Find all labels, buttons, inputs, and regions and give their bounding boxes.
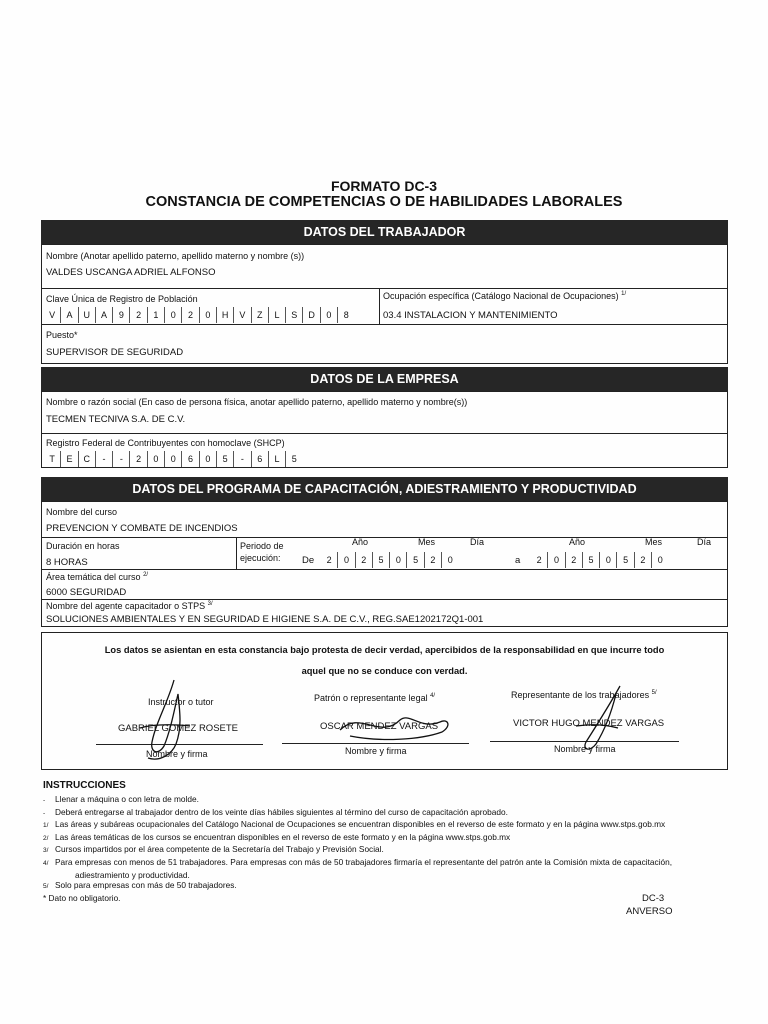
signature-instructor-scribble [130, 672, 210, 767]
signature-patron-scribble [330, 700, 460, 750]
instruccion-text: adiestramiento y productividad. [75, 869, 190, 880]
curp-char: 2 [129, 307, 146, 323]
curso-value: PREVENCION Y COMBATE DE INCENDIOS [46, 523, 238, 534]
firma-patron-name: OSCAR MENDEZ VARGAS [320, 721, 439, 732]
instruccion-item [43, 870, 672, 881]
curp-char: V [49, 310, 56, 320]
instruccion-mark: - [43, 809, 46, 817]
instruccion-text: Para empresas con menos de 51 trabajadores. Para empresas con más de 50 trabajadores firmaría el representante del patrón ante la Comisión mixta de capacitación, [55, 856, 673, 867]
instruccion-item [43, 880, 672, 893]
rfc-char: L [268, 451, 285, 467]
form-main-title: CONSTANCIA DE COMPETENCIAS O DE HABILIDADES LABORALES [145, 194, 623, 210]
curso-label: Nombre del curso [46, 507, 118, 517]
curp-char: A [60, 307, 77, 323]
rfc-char: 0 [147, 451, 164, 467]
agente-label: Nombre del agente capacitador o STPS $^{3/}$ [46, 601, 213, 611]
mes-label-fin: Mes [645, 537, 663, 547]
dia-label-fin: Día [697, 537, 712, 547]
rfc-char: T [49, 454, 55, 464]
fecha-inicio-digit: 2 [326, 555, 332, 565]
rfc-char: C [78, 451, 95, 467]
fecha-inicio-digit: 0 [337, 552, 354, 568]
curp-char: S [285, 307, 302, 323]
curp-char: U [78, 307, 95, 323]
rfc-char: E [60, 451, 77, 467]
fecha-inicio-cells [321, 552, 458, 568]
signature-trabajadores-scribble [560, 680, 640, 760]
divider [379, 288, 380, 324]
razon-social-value: TECMEN TECNIVA S.A. DE C.V. [46, 414, 186, 425]
instruccion-text: Las áreas temáticas de los cursos se encuentran disponibles en el reverso de este formato y en la página www.stps.gob.mx [55, 831, 511, 842]
instruccion-mark: - [43, 797, 46, 804]
instruccion-mark: 5/ [43, 883, 49, 891]
rfc-char: 6 [251, 451, 268, 467]
curp-char: 1 [147, 307, 164, 323]
firma-instructor-caption: Nombre y firma [146, 749, 208, 759]
protesta-line-1: Los datos se asientan en esta constancia bajo protesta de decir verdad, apercibidos de la responsabilidad en que incurre todo [104, 645, 665, 655]
instruccion-text: Llenar a máquina o con letra de molde. [55, 794, 199, 804]
rfc-char: 2 [129, 451, 146, 467]
fecha-fin-digit: 5 [582, 552, 599, 568]
fecha-inicio-digit: 2 [355, 552, 372, 568]
rfc-label: Registro Federal de Contribuyentes con homoclave (SHCP) [46, 438, 285, 448]
curp-char: L [268, 307, 285, 323]
curp-label: Clave Única de Registro de Población [46, 294, 198, 304]
instruccion-mark: 4/ [43, 859, 49, 867]
area-tematica-value: 6000 SEGURIDAD [46, 587, 127, 598]
curp-char: 0 [199, 307, 216, 323]
instruccion-text: Las áreas y subáreas ocupacionales del Catálogo Nacional de Ocupaciones se encuentran disponibles en el reverso de este formato y en la página www.stps.gob.mx [55, 819, 666, 830]
fecha-inicio-digit: 0 [441, 552, 458, 568]
fecha-inicio-digit: 5 [406, 552, 423, 568]
instrucciones-list [43, 794, 672, 903]
fecha-fin-digit: 0 [599, 552, 616, 568]
footer-side: ANVERSO [626, 906, 673, 917]
fecha-fin-digit: 2 [536, 555, 542, 565]
protesta-line-2: aquel que no se conduce con verdad. [301, 666, 468, 676]
divider [41, 324, 728, 325]
section-trabajador [41, 244, 728, 364]
fecha-fin-cells [531, 552, 668, 568]
anio-label-fin: Año [569, 537, 586, 547]
footer-code: DC-3 [642, 893, 665, 904]
form-code-title: FORMATO DC-3 [330, 178, 438, 194]
mes-label: Mes [418, 537, 436, 547]
firma-trabajadores-role: Representante de los trabajadores $^{5/}$ [511, 690, 657, 700]
firma-patron-role: Patrón o representante legal $^{4/}$ [314, 693, 436, 703]
agente-value: SOLUCIONES AMBIENTALES Y EN SEGURIDAD E HIGIENE S.A. DE C.V., REG.SAE1202172Q1-001 [46, 614, 484, 625]
periodo-label-2: ejecución: [240, 553, 281, 563]
instruccion-text: Solo para empresas con más de 50 trabajadores. [55, 880, 237, 891]
fecha-fin-digit: 2 [565, 552, 582, 568]
curp-char: A [95, 307, 112, 323]
instruccion-text: * Dato no obligatorio. [43, 892, 121, 903]
curp-char: 8 [337, 307, 354, 323]
section-band-empresa: DATOS DE LA EMPRESA [41, 367, 728, 391]
rfc-char: 0 [164, 451, 181, 467]
nombre-trabajador-value: VALDES USCANGA ADRIEL ALFONSO [46, 267, 216, 278]
instruccion-item [43, 857, 672, 870]
divider [41, 433, 728, 434]
duracion-value: 8 HORAS [46, 557, 88, 568]
instruccion-mark: 2/ [43, 834, 49, 842]
periodo-de: De [302, 555, 315, 566]
fecha-fin-digit: 5 [616, 552, 633, 568]
instruccion-item [43, 794, 672, 807]
area-tematica-label: Área temática del curso $^{2/}$ [46, 572, 149, 582]
instruccion-item [43, 807, 672, 820]
periodo-a: a [515, 555, 521, 566]
instruccion-mark: 1/ [43, 822, 49, 830]
curp-char: H [216, 307, 233, 323]
instrucciones-title: INSTRUCCIONES [43, 780, 126, 791]
ocupacion-value: 03.4 INSTALACION Y MANTENIMIENTO [383, 310, 558, 321]
instruccion-item [43, 844, 672, 857]
rfc-char: - [233, 451, 250, 467]
instruccion-item [43, 819, 672, 832]
rfc-char: - [95, 451, 112, 467]
curp-char: 0 [320, 307, 337, 323]
firma-trabajadores-caption: Nombre y firma [554, 744, 616, 754]
dia-label: Día [470, 537, 485, 547]
razon-social-label: Nombre o razón social (En caso de persona física, anotar apellido paterno, apellido materno y nombre(s)) [46, 397, 468, 407]
ocupacion-label: Ocupación específica (Catálogo Nacional de Ocupaciones) $^{1/}$ [383, 291, 627, 301]
instruccion-item [43, 832, 672, 845]
puesto-value: SUPERVISOR DE SEGURIDAD [46, 347, 184, 358]
anio-label: Año [352, 537, 369, 547]
curp-character-cells [44, 307, 354, 323]
fecha-inicio-digit: 0 [389, 552, 406, 568]
rfc-char: 6 [181, 451, 198, 467]
firma-patron-caption: Nombre y firma [345, 746, 407, 756]
curp-char: 9 [112, 307, 129, 323]
divider [41, 599, 728, 600]
puesto-label: Puesto* [46, 330, 78, 340]
instruccion-item [43, 893, 672, 904]
firma-instructor-name: GABRIEL GOMEZ ROSETE [118, 723, 239, 734]
rfc-char: - [112, 451, 129, 467]
fecha-fin-digit: 0 [547, 552, 564, 568]
periodo-label: Periodo de [240, 541, 284, 551]
rfc-char: 5 [285, 451, 302, 467]
curp-char: Z [251, 307, 268, 323]
firma-trabajadores-name: VICTOR HUGO MENDEZ VARGAS [513, 718, 665, 729]
instruccion-text: Cursos impartidos por el área competente de la Secretaría del Trabajo y Previsión Social. [55, 844, 384, 855]
fecha-inicio-digit: 5 [372, 552, 389, 568]
section-band-programa: DATOS DEL PROGRAMA DE CAPACITACIÓN, ADIESTRAMIENTO Y PRODUCTIVIDAD [41, 477, 728, 501]
curp-char: D [302, 307, 319, 323]
rfc-character-cells [44, 451, 302, 467]
nombre-trabajador-label: Nombre (Anotar apellido paterno, apellido materno y nombre (s)) [46, 251, 305, 261]
curp-char: 0 [164, 307, 181, 323]
curp-char: 2 [181, 307, 198, 323]
section-band-trabajador: DATOS DEL TRABAJADOR [41, 220, 728, 244]
duracion-label: Duración en horas [46, 541, 120, 551]
divider [236, 537, 237, 569]
rfc-char: 0 [199, 451, 216, 467]
firma-instructor-role: Instructor o tutor [148, 697, 214, 707]
instruccion-text: Deberá entregarse al trabajador dentro de los veinte días hábiles siguientes al término del curso de capacitación aprobado. [55, 806, 508, 817]
divider [41, 288, 728, 289]
curp-char: V [233, 307, 250, 323]
fecha-fin-digit: 2 [634, 552, 651, 568]
instruccion-mark: 3/ [43, 847, 49, 855]
divider [41, 569, 728, 570]
rfc-char: 5 [216, 451, 233, 467]
divider [41, 537, 728, 538]
fecha-fin-digit: 0 [651, 552, 668, 568]
fecha-inicio-digit: 2 [424, 552, 441, 568]
